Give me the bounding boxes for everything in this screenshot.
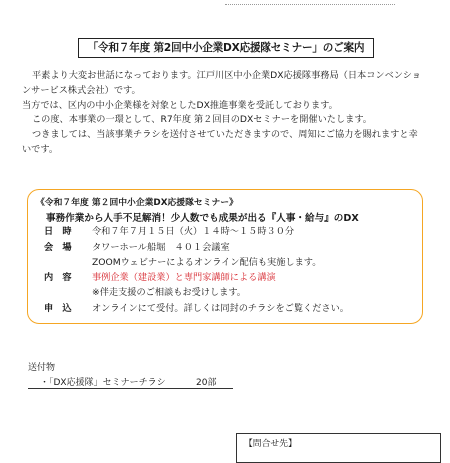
body-line-2: ンサービス株式会社）です。 (22, 85, 141, 96)
content-label: 内 容 (44, 272, 72, 283)
event-content-note-row (0, 286, 450, 300)
attachment-count: 20部 (196, 378, 217, 388)
top-rule (225, 0, 395, 5)
event-apply-row (0, 302, 450, 316)
content-value: 事例企業（建設業）と専門家講師による講演 (92, 272, 276, 283)
body-line-1: 平素より大変お世話になっております。江戸川区中小企業DX応援隊事務局（日本コンベンショ (32, 70, 421, 81)
attachment-underline (28, 388, 233, 389)
apply-label: 申 込 (44, 303, 72, 314)
body-line-4: この度、本事業の一環として、R7年度 第２回目のDXセミナーを開催いたします。 (32, 114, 372, 125)
content-note: ※伴走支援のご相談もお受けします。 (92, 287, 246, 298)
document-title: 「令和７年度 第2回中小企業DX応援隊セミナー」のご案内 (78, 38, 374, 58)
event-venue-note-row (0, 256, 450, 270)
event-title: 《令和７年度 第２回中小企業DX応援隊セミナー》 (36, 198, 238, 208)
event-venue-row (0, 241, 450, 255)
date-label: 日 時 (44, 226, 72, 237)
event-date-row (0, 225, 450, 239)
attachments-label: 送付物 (28, 363, 56, 373)
venue-label: 会 場 (44, 242, 72, 253)
date-value: 令和７年７月１５日（火）１４時～１５時３０分 (92, 226, 295, 237)
contact-label: 【問合せ先】 (244, 439, 297, 449)
venue-value: タワーホール船堀 ４０１会議室 (92, 242, 230, 253)
venue-note: ZOOMウェビナーによるオンライン配信も実施します。 (92, 257, 322, 268)
event-headline: 事務作業から人手不足解消！少人数でも成果が出る『人事・給与』のDX (46, 213, 359, 224)
body-line-3: 当方では、区内の中小企業様を対象としたDX推進事業を受託しております。 (22, 100, 338, 111)
body-line-6: いです。 (22, 144, 59, 155)
body-line-5: つきましては、当該事業チラシを送付させていただきますので、周知にご協力を賜れますと幸 (32, 129, 418, 140)
apply-value: オンラインにて受付。詳しくは同封のチラシをご覧ください。 (92, 303, 349, 314)
event-content-row (0, 271, 450, 285)
attachment-item: ・「DX応援隊」セミナーチラシ (40, 378, 166, 388)
